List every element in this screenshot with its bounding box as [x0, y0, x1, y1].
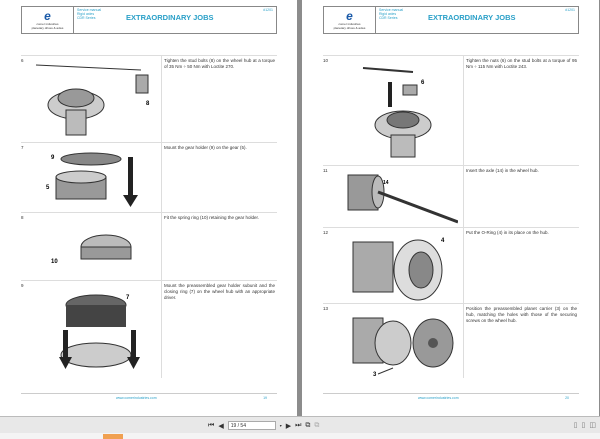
left-page	[0, 0, 297, 416]
continuous-view-icon[interactable]: ▯	[581, 422, 586, 429]
meta-line: CDR Series	[379, 16, 398, 20]
first-page-icon[interactable]: ⏮	[208, 421, 215, 429]
step-row: 8 10 Fit the spring ring (10) retaining the gear holder.	[21, 212, 277, 280]
step-row: 13 3 Position the preassembled planet carrier (3) on the hub, matching the holes with those of the securing screws on the wheel hub.	[323, 303, 579, 378]
paste-icon[interactable]: ⧉	[314, 421, 320, 429]
doc-code: #1201	[565, 8, 575, 12]
svg-text:5: 5	[46, 185, 50, 191]
single-page-view-icon[interactable]: ▯	[573, 422, 578, 429]
prev-page-icon[interactable]: ◀	[218, 422, 224, 430]
step-illustration	[31, 285, 156, 377]
page-footer	[21, 393, 277, 400]
company-logo: e comer industries planetary drives & axles	[324, 7, 376, 33]
company-logo: e comer industries planetary drives & axles	[22, 7, 74, 33]
two-page-view-icon[interactable]: ◫	[589, 422, 596, 429]
page-number: 19	[263, 396, 267, 400]
last-page-icon[interactable]: ⏭	[295, 421, 302, 429]
meta-line: Service manual	[379, 8, 404, 12]
viewer-toolbar	[0, 416, 600, 433]
meta-line: Rigid axles	[77, 12, 95, 16]
step-row: 10 6 Tighten the nuts (6) on the stud bolts at a torque of 95 Nm ÷ 115 Nm with Loctite 243.	[323, 55, 579, 165]
taskbar-item[interactable]	[103, 434, 123, 439]
svg-text:14: 14	[383, 180, 389, 186]
svg-text:10: 10	[51, 259, 58, 265]
dropdown-icon[interactable]: ▾	[279, 423, 282, 428]
svg-text:4: 4	[441, 238, 445, 244]
copy-icon[interactable]: ⧉	[305, 421, 311, 429]
meta-line: Service manual	[77, 8, 102, 12]
step-illustration	[31, 60, 156, 140]
right-page	[302, 0, 599, 416]
page-title: EXTRAORDINARY JOBS	[428, 13, 516, 22]
meta-line: Rigid axles	[379, 12, 397, 16]
page-number-input[interactable]: 19 / 54	[228, 421, 276, 430]
step-row: 11 14 Insert the axle (14) in the wheel hub.	[323, 165, 579, 227]
doc-code: #1201	[263, 8, 273, 12]
svg-text:8: 8	[146, 101, 150, 107]
step-illustration	[333, 170, 458, 226]
next-page-icon[interactable]: ▶	[285, 422, 292, 430]
page-header	[21, 6, 277, 34]
footer-url[interactable]: www.comerindustries.com	[418, 396, 459, 400]
footer-url[interactable]: www.comerindustries.com	[116, 396, 157, 400]
meta-line: CDR Series	[77, 16, 96, 20]
step-row: 9 7 Mount the preassembled gear holder subunit and the closing ring (7) on the wheel hub with an appropriate driver.	[21, 280, 277, 378]
page-number: 20	[565, 396, 569, 400]
step-row: 7 9 5 Mount the gear holder (9) on the gear (5).	[21, 142, 277, 212]
svg-text:6: 6	[421, 80, 425, 86]
step-row: 6 8 Tighten the stud bolts (8) on the wheel hub at a torque of 35 Nm ÷ 50 Nm with Loctite 270.	[21, 55, 277, 142]
step-row: 12 4 Put the O-Ring (4) in its place on the hub.	[323, 227, 579, 303]
svg-text:7: 7	[126, 295, 130, 301]
page-title: EXTRAORDINARY JOBS	[126, 13, 214, 22]
page-header	[323, 6, 579, 34]
page-footer	[323, 393, 579, 400]
step-illustration	[333, 308, 458, 377]
step-illustration	[31, 217, 156, 279]
step-illustration	[31, 147, 156, 211]
svg-text:9: 9	[51, 155, 55, 161]
step-illustration	[333, 60, 458, 164]
svg-text:3: 3	[373, 372, 377, 377]
step-illustration	[333, 232, 458, 302]
taskbar-strip	[0, 433, 600, 439]
